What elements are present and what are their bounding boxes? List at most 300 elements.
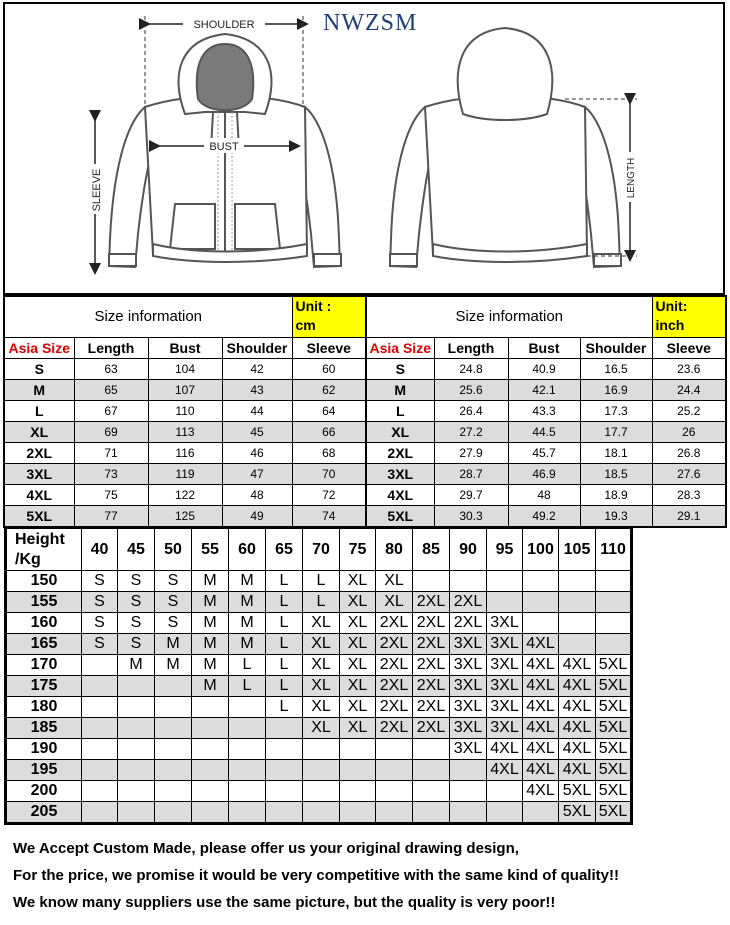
table-row <box>366 401 726 422</box>
recommended-size-cell: XL <box>340 634 376 655</box>
recommended-size-cell <box>487 802 523 823</box>
recommended-size-cell: 2XL <box>413 655 450 676</box>
measurement-cell: 42.1 <box>508 380 580 401</box>
measurement-cell: 62 <box>292 380 366 401</box>
recommended-size-cell: S <box>118 634 155 655</box>
inch_table-header-2: Bust <box>508 338 580 359</box>
height-cell: 175 <box>7 676 82 697</box>
recommended-size-cell: 5XL <box>596 697 631 718</box>
cm_table-header-2: Bust <box>148 338 222 359</box>
measurement-cell: 65 <box>74 380 148 401</box>
hoodie-illustration <box>5 4 723 293</box>
weight-header-cell: 100 <box>523 529 559 571</box>
measurement-cell: 66 <box>292 422 366 443</box>
measurement-cell: 18.5 <box>580 464 652 485</box>
recommended-size-cell <box>118 781 155 802</box>
inch_table-header-0: Asia Size <box>366 338 434 359</box>
recommended-size-cell: 5XL <box>596 718 631 739</box>
recommended-size-cell: XL <box>340 655 376 676</box>
size-label-cell: S <box>366 359 434 380</box>
recommended-size-cell: 2XL <box>450 613 487 634</box>
recommended-size-cell: XL <box>303 634 340 655</box>
cm_table-header-4: Sleeve <box>292 338 366 359</box>
height-cell: 170 <box>7 655 82 676</box>
recommended-size-cell: S <box>118 571 155 592</box>
chart-corner-header <box>7 529 82 571</box>
recommended-size-cell: M <box>229 592 266 613</box>
recommended-size-cell <box>118 760 155 781</box>
recommended-size-cell: 4XL <box>559 718 596 739</box>
recommended-size-cell: 2XL <box>413 676 450 697</box>
measurement-cell: 45.7 <box>508 443 580 464</box>
chart-row <box>7 655 631 676</box>
back-hoodie <box>390 28 621 267</box>
recommended-size-cell: 4XL <box>559 676 596 697</box>
recommended-size-cell <box>376 739 413 760</box>
weight-header-cell: 50 <box>155 529 192 571</box>
height-cell: 185 <box>7 718 82 739</box>
height-header-text: Height <box>15 530 65 548</box>
measurement-cell: 17.7 <box>580 422 652 443</box>
weight-header-cell: 40 <box>82 529 118 571</box>
weight-header-cell: 90 <box>450 529 487 571</box>
measurement-cell: 25.6 <box>434 380 508 401</box>
recommended-size-cell: M <box>192 592 229 613</box>
chart-row <box>7 676 631 697</box>
height-cell: 205 <box>7 802 82 823</box>
recommended-size-cell: 2XL <box>450 592 487 613</box>
recommended-size-cell <box>266 802 303 823</box>
recommended-size-cell <box>229 739 266 760</box>
recommended-size-cell: S <box>82 634 118 655</box>
recommended-size-cell <box>523 613 559 634</box>
recommended-size-cell: 5XL <box>596 781 631 802</box>
measurement-cell: 16.5 <box>580 359 652 380</box>
table-row <box>366 443 726 464</box>
recommended-size-cell: 2XL <box>376 718 413 739</box>
recommended-size-cell: 5XL <box>596 655 631 676</box>
recommended-size-cell: XL <box>340 613 376 634</box>
measurement-cell: 70 <box>292 464 366 485</box>
cm-size-table <box>3 295 367 528</box>
recommended-size-cell: 5XL <box>559 802 596 823</box>
measurement-cell: 29.7 <box>434 485 508 506</box>
measurement-cell: 40.9 <box>508 359 580 380</box>
recommended-size-cell: 5XL <box>559 781 596 802</box>
inch-size-table <box>365 295 727 528</box>
recommended-size-cell <box>340 802 376 823</box>
chart-row <box>7 802 631 823</box>
size-label-cell: XL <box>4 422 74 443</box>
recommended-size-cell <box>192 781 229 802</box>
table-row <box>4 485 366 506</box>
recommended-size-cell <box>303 781 340 802</box>
recommended-size-cell: M <box>155 634 192 655</box>
measurement-cell: 63 <box>74 359 148 380</box>
measurement-cell: 68 <box>292 443 366 464</box>
recommended-size-cell <box>266 781 303 802</box>
recommended-size-cell <box>266 739 303 760</box>
recommended-size-cell: 2XL <box>376 676 413 697</box>
recommended-size-cell: S <box>118 613 155 634</box>
table-row <box>4 359 366 380</box>
recommended-size-cell <box>229 718 266 739</box>
recommended-size-cell: M <box>192 613 229 634</box>
measurement-cell: 44.5 <box>508 422 580 443</box>
recommended-size-cell: 3XL <box>487 634 523 655</box>
weight-header-cell: 110 <box>596 529 631 571</box>
size-label-cell: L <box>4 401 74 422</box>
measurement-cell: 110 <box>148 401 222 422</box>
table-row <box>4 422 366 443</box>
recommended-size-cell: 3XL <box>450 718 487 739</box>
size-label-cell: 3XL <box>4 464 74 485</box>
recommended-size-cell: M <box>229 571 266 592</box>
measurement-cell: 122 <box>148 485 222 506</box>
note-line: We know many suppliers use the same picture, but the quality is very poor!! <box>13 894 556 911</box>
recommended-size-cell: 5XL <box>596 802 631 823</box>
measurement-cell: 24.8 <box>434 359 508 380</box>
size-label-cell: 5XL <box>366 506 434 528</box>
table-row <box>4 506 366 528</box>
chart-row <box>7 613 631 634</box>
notes-section <box>13 838 619 919</box>
table-row <box>4 464 366 485</box>
sleeve-label: SLEEVE <box>91 168 103 212</box>
size-label-cell: S <box>4 359 74 380</box>
height-cell: 155 <box>7 592 82 613</box>
recommended-size-cell: 2XL <box>376 655 413 676</box>
recommended-size-cell <box>487 592 523 613</box>
recommended-size-cell: XL <box>340 592 376 613</box>
recommended-size-cell: 4XL <box>523 634 559 655</box>
recommended-size-cell <box>376 781 413 802</box>
recommended-size-cell: XL <box>303 655 340 676</box>
recommended-size-cell: M <box>229 634 266 655</box>
recommended-size-cell: S <box>155 592 192 613</box>
recommended-size-cell <box>82 697 118 718</box>
measurement-cell: 18.1 <box>580 443 652 464</box>
recommended-size-cell: 4XL <box>523 760 559 781</box>
cm_table-header-0: Asia Size <box>4 338 74 359</box>
chart-row <box>7 592 631 613</box>
height-weight-chart <box>6 528 631 823</box>
table-row <box>366 485 726 506</box>
weight-header-cell: 65 <box>266 529 303 571</box>
recommended-size-cell <box>596 634 631 655</box>
recommended-size-cell: S <box>155 571 192 592</box>
recommended-size-cell <box>155 802 192 823</box>
recommended-size-cell <box>559 634 596 655</box>
recommended-size-cell: 4XL <box>487 760 523 781</box>
measurement-cell: 26.4 <box>434 401 508 422</box>
recommended-size-cell: L <box>266 655 303 676</box>
recommended-size-cell: XL <box>340 697 376 718</box>
recommended-size-cell <box>340 781 376 802</box>
measurement-cell: 107 <box>148 380 222 401</box>
measurement-cell: 67 <box>74 401 148 422</box>
recommended-size-cell <box>118 718 155 739</box>
recommended-size-cell: XL <box>303 676 340 697</box>
measurement-cell: 27.6 <box>652 464 726 485</box>
measurement-cell: 43 <box>222 380 292 401</box>
table-row <box>4 443 366 464</box>
recommended-size-cell: L <box>303 592 340 613</box>
recommended-size-cell: L <box>266 571 303 592</box>
recommended-size-cell: M <box>192 634 229 655</box>
inch-unit-badge <box>652 296 726 338</box>
recommended-size-cell: XL <box>303 718 340 739</box>
recommended-size-cell: 4XL <box>523 655 559 676</box>
measurement-cell: 75 <box>74 485 148 506</box>
recommended-size-cell: 2XL <box>413 718 450 739</box>
recommended-size-cell: S <box>155 613 192 634</box>
recommended-size-cell: 2XL <box>376 697 413 718</box>
brand-watermark: NWZSM <box>323 10 418 36</box>
recommended-size-cell <box>82 760 118 781</box>
recommended-size-cell <box>487 781 523 802</box>
recommended-size-cell <box>523 592 559 613</box>
cm-unit-badge <box>292 296 366 338</box>
length-label: LENGTH <box>626 157 637 199</box>
table-row <box>4 401 366 422</box>
measurement-cell: 46.9 <box>508 464 580 485</box>
recommended-size-cell <box>596 592 631 613</box>
recommended-size-cell <box>413 802 450 823</box>
hoodie-diagram-panel <box>3 2 725 295</box>
measurement-cell: 28.3 <box>652 485 726 506</box>
recommended-size-cell: M <box>229 613 266 634</box>
size-label-cell: M <box>366 380 434 401</box>
height-cell: 180 <box>7 697 82 718</box>
recommended-size-cell <box>155 781 192 802</box>
recommended-size-cell: L <box>266 676 303 697</box>
measurement-cell: 74 <box>292 506 366 528</box>
recommended-size-cell <box>118 676 155 697</box>
recommended-size-cell <box>340 760 376 781</box>
recommended-size-cell <box>82 676 118 697</box>
measurement-cell: 119 <box>148 464 222 485</box>
recommended-size-cell: 2XL <box>413 613 450 634</box>
recommended-size-cell: M <box>192 571 229 592</box>
recommended-size-cell <box>155 697 192 718</box>
recommended-size-cell <box>192 802 229 823</box>
recommended-size-cell: 3XL <box>487 676 523 697</box>
recommended-size-cell <box>155 718 192 739</box>
recommended-size-cell: L <box>266 592 303 613</box>
recommended-size-cell: 4XL <box>559 655 596 676</box>
recommended-size-cell <box>155 739 192 760</box>
size-label-cell: 5XL <box>4 506 74 528</box>
cm-unit-label: Unit : <box>295 298 332 314</box>
recommended-size-cell <box>413 739 450 760</box>
recommended-size-cell: 3XL <box>450 697 487 718</box>
measurement-cell: 25.2 <box>652 401 726 422</box>
inch-unit-value: inch <box>655 317 685 333</box>
recommended-size-cell <box>596 613 631 634</box>
recommended-size-cell <box>303 739 340 760</box>
recommended-size-cell <box>559 571 596 592</box>
recommended-size-cell: S <box>118 592 155 613</box>
size-label-cell: 4XL <box>4 485 74 506</box>
recommended-size-cell <box>487 571 523 592</box>
recommended-size-cell <box>192 760 229 781</box>
measurement-cell: 42 <box>222 359 292 380</box>
recommended-size-cell: 4XL <box>523 781 559 802</box>
recommended-size-cell <box>559 613 596 634</box>
height-cell: 200 <box>7 781 82 802</box>
size-label-cell: XL <box>366 422 434 443</box>
recommended-size-cell <box>413 571 450 592</box>
recommended-size-cell <box>413 781 450 802</box>
recommended-size-cell: XL <box>376 592 413 613</box>
recommended-size-cell <box>82 655 118 676</box>
size-label-cell: M <box>4 380 74 401</box>
size-label-cell: 2XL <box>366 443 434 464</box>
size-label-cell: L <box>366 401 434 422</box>
measurement-cell: 45 <box>222 422 292 443</box>
measurement-cell: 46 <box>222 443 292 464</box>
measurement-cell: 104 <box>148 359 222 380</box>
recommended-size-cell: S <box>82 571 118 592</box>
chart-row <box>7 739 631 760</box>
measurement-cell: 28.7 <box>434 464 508 485</box>
recommended-size-cell: XL <box>376 571 413 592</box>
recommended-size-cell: 3XL <box>450 676 487 697</box>
note-line: We Accept Custom Made, please offer us your original drawing design, <box>13 840 519 857</box>
measurement-cell: 17.3 <box>580 401 652 422</box>
weight-header-cell: 95 <box>487 529 523 571</box>
recommended-size-cell <box>82 802 118 823</box>
recommended-size-cell: 5XL <box>596 676 631 697</box>
shoulder-label: SHOULDER <box>193 19 255 31</box>
chart-row <box>7 718 631 739</box>
weight-header-cell: 45 <box>118 529 155 571</box>
recommended-size-cell <box>118 697 155 718</box>
recommended-size-cell: 3XL <box>487 655 523 676</box>
measurement-cell: 72 <box>292 485 366 506</box>
recommended-size-cell: 4XL <box>523 718 559 739</box>
recommended-size-cell: 4XL <box>559 739 596 760</box>
size-tables <box>3 295 725 524</box>
weight-header-cell: 105 <box>559 529 596 571</box>
cm_table-header-3: Shoulder <box>222 338 292 359</box>
recommended-size-cell <box>192 718 229 739</box>
measurement-cell: 29.1 <box>652 506 726 528</box>
inch_table-header-4: Sleeve <box>652 338 726 359</box>
weight-header-cell: 55 <box>192 529 229 571</box>
recommended-size-cell: S <box>82 592 118 613</box>
table-row <box>366 506 726 528</box>
measurement-cell: 125 <box>148 506 222 528</box>
measurement-cell: 113 <box>148 422 222 443</box>
measurement-cell: 71 <box>74 443 148 464</box>
measurement-cell: 47 <box>222 464 292 485</box>
table-row <box>366 464 726 485</box>
recommended-size-cell <box>523 571 559 592</box>
recommended-size-cell <box>192 739 229 760</box>
recommended-size-cell: 2XL <box>376 634 413 655</box>
recommended-size-cell <box>229 802 266 823</box>
recommended-size-cell <box>155 676 192 697</box>
recommended-size-cell: XL <box>340 718 376 739</box>
recommended-size-cell: 2XL <box>413 592 450 613</box>
recommended-size-cell: 3XL <box>487 718 523 739</box>
recommended-size-cell <box>450 781 487 802</box>
recommended-size-cell: L <box>266 634 303 655</box>
recommended-size-cell <box>376 760 413 781</box>
measurement-cell: 26.8 <box>652 443 726 464</box>
recommended-size-cell: 3XL <box>450 739 487 760</box>
recommended-size-cell <box>413 760 450 781</box>
recommended-size-cell: 3XL <box>450 655 487 676</box>
cm-table-title: Size information <box>4 296 292 338</box>
recommended-size-cell: L <box>266 613 303 634</box>
recommended-size-cell: 5XL <box>596 760 631 781</box>
recommended-size-cell <box>559 592 596 613</box>
recommended-size-cell <box>192 697 229 718</box>
recommended-size-cell: M <box>192 676 229 697</box>
measurement-cell: 16.9 <box>580 380 652 401</box>
recommended-size-cell: M <box>155 655 192 676</box>
measurement-cell: 48 <box>222 485 292 506</box>
weight-header-cell: 75 <box>340 529 376 571</box>
recommended-size-cell: XL <box>303 697 340 718</box>
chart-row <box>7 571 631 592</box>
recommended-size-cell <box>596 571 631 592</box>
kg-header-text: /Kg <box>15 550 41 568</box>
recommended-size-cell <box>450 760 487 781</box>
bust-label: BUST <box>209 141 239 153</box>
measurement-cell: 30.3 <box>434 506 508 528</box>
recommended-size-cell <box>450 571 487 592</box>
recommended-size-cell: L <box>229 676 266 697</box>
measurement-cell: 64 <box>292 401 366 422</box>
recommended-size-cell: 3XL <box>450 634 487 655</box>
recommended-size-cell: 3XL <box>487 697 523 718</box>
recommended-size-cell <box>266 718 303 739</box>
recommended-size-cell <box>229 781 266 802</box>
chart-row <box>7 760 631 781</box>
measurement-cell: 69 <box>74 422 148 443</box>
measurement-cell: 49.2 <box>508 506 580 528</box>
inch_table-header-3: Shoulder <box>580 338 652 359</box>
recommended-size-cell <box>82 718 118 739</box>
recommended-size-cell: 3XL <box>487 613 523 634</box>
measurement-cell: 27.9 <box>434 443 508 464</box>
height-cell: 160 <box>7 613 82 634</box>
weight-header-cell: 80 <box>376 529 413 571</box>
recommended-size-cell <box>155 760 192 781</box>
cm-unit-value: cm <box>295 317 316 333</box>
table-row <box>366 422 726 443</box>
measurement-cell: 43.3 <box>508 401 580 422</box>
recommended-size-cell: XL <box>340 676 376 697</box>
recommended-size-cell <box>303 802 340 823</box>
table-row <box>366 380 726 401</box>
height-cell: 190 <box>7 739 82 760</box>
chart-row <box>7 634 631 655</box>
weight-header-cell: 70 <box>303 529 340 571</box>
recommended-size-cell: 2XL <box>376 613 413 634</box>
measurement-cell: 26 <box>652 422 726 443</box>
recommended-size-cell: 4XL <box>559 760 596 781</box>
table-row <box>366 359 726 380</box>
recommended-size-cell: XL <box>340 571 376 592</box>
inch-table-title: Size information <box>366 296 652 338</box>
recommended-size-cell <box>229 760 266 781</box>
measurement-cell: 24.4 <box>652 380 726 401</box>
